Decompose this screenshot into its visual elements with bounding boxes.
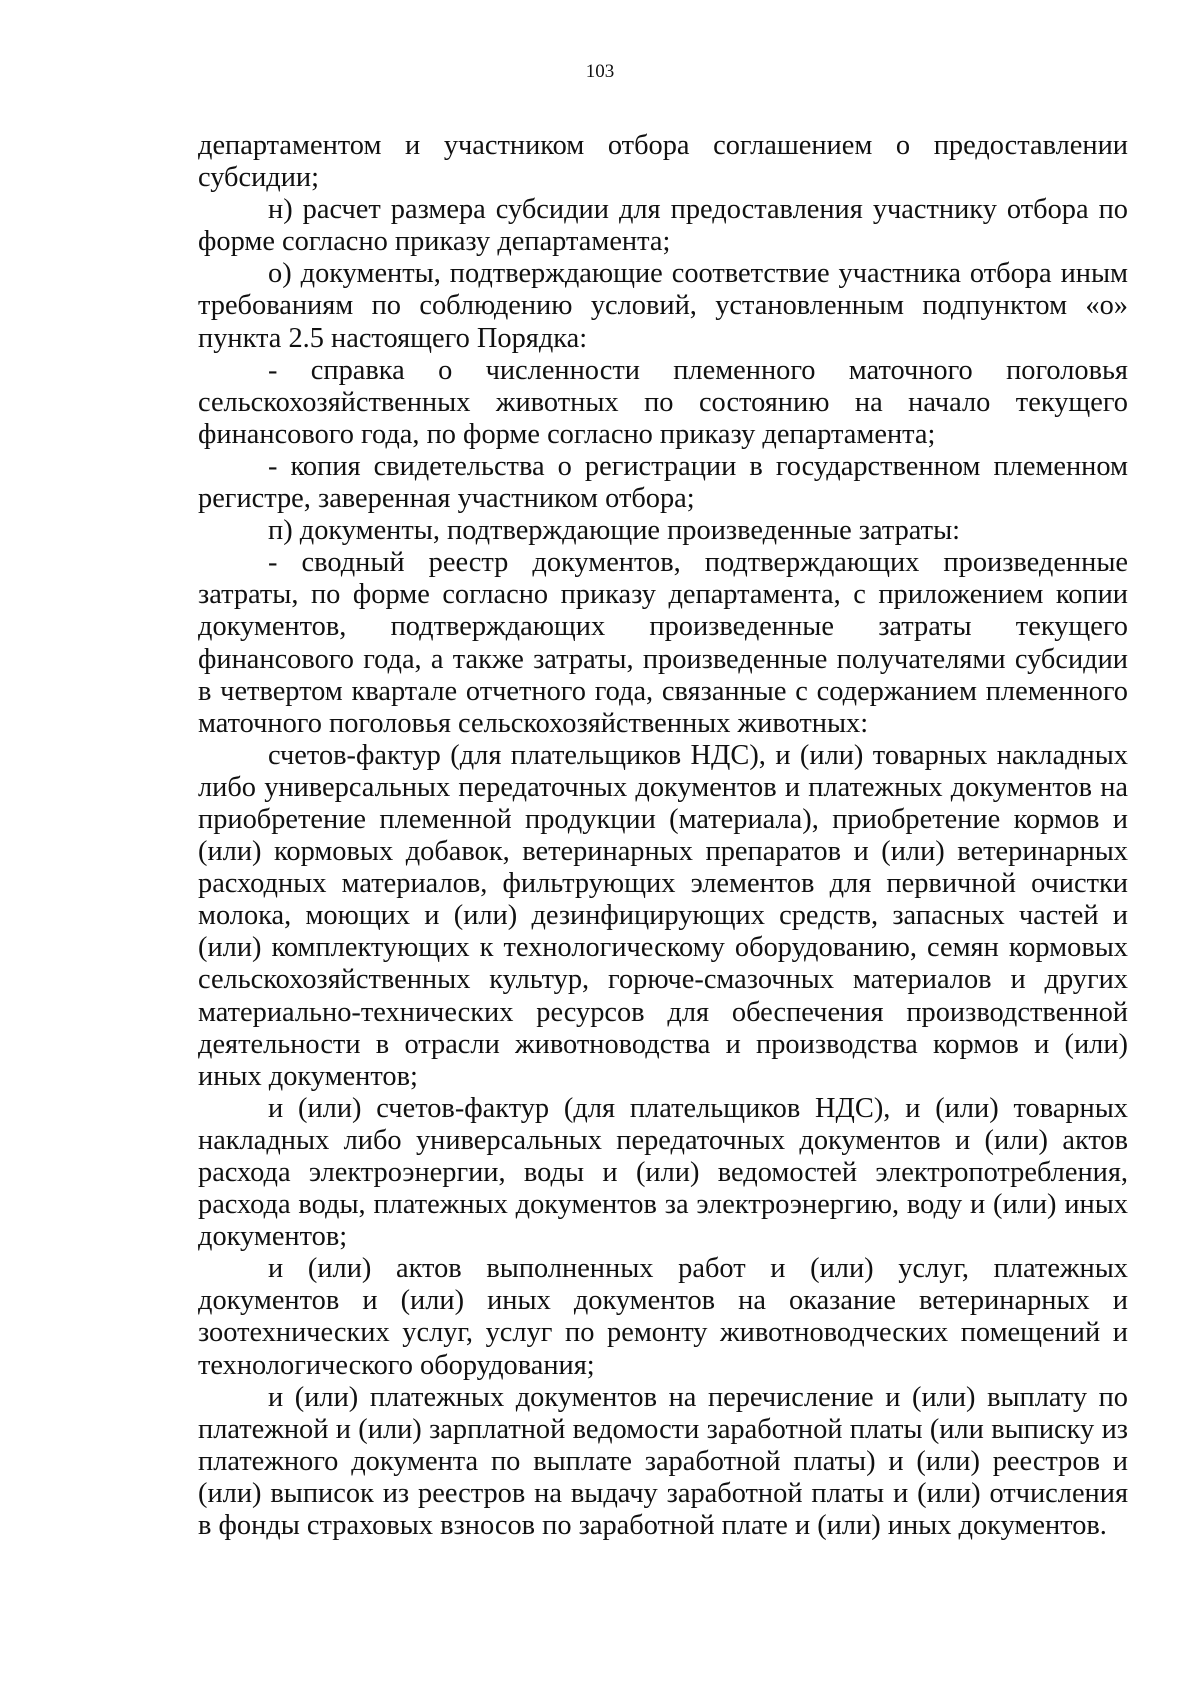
paragraph-item-o: о) документы, подтверждающие соответствие участника отбора иным требованиям по соблюдению условий, установленным подпунктом «о» пункта 2.5 настоящего Порядка: — [198, 258, 1128, 354]
paragraph-invoices-supplies: счетов-фактур (для плательщиков НДС), и (или) товарных накладных либо универсальных передаточных документов и платежных документов на приобретение племенной продукции (материала), приобретение кормов и (или) кормовых добавок, ветеринарных препаратов и (или) ветеринарных расходных материалов, фильтрующих элементов для первичной очистки молока, моющих и (или) дезинфицирующих средств, запасных частей и (или) комплектующих к технологическому оборудованию, семян кормовых сельскохозяйственных культур, горюче-смазочных материалов и других материально-технических ресурсов для обеспечения производственной деятельности в отрасли животноводства и производства кормов и (или) иных документов; — [198, 739, 1128, 1092]
paragraph-payroll-documents: и (или) платежных документов на перечисление и (или) выплату по платежной и (или) зарплатной ведомости заработной платы (или выписку из платежного документа по выплате заработной платы) и (или) реестров и (или) выписок из реестров на выдачу заработной платы и (или) отчисления в фонды страховых взносов по заработной плате и (или) иных документов. — [198, 1381, 1128, 1542]
document-body — [198, 130, 1128, 1542]
paragraph-item-p: п) документы, подтверждающие произведенные затраты: — [268, 515, 961, 547]
paragraph-bullet-registry-copy: - копия свидетельства о регистрации в государственном племенном регистре, заверенная участником отбора; — [198, 450, 1128, 515]
page-number: 103 — [585, 61, 615, 82]
paragraph-continuation: департаментом и участником отбора соглашением о предоставлении субсидии; — [198, 130, 1128, 194]
paragraph-bullet-herd-certificate: - справка о численности племенного маточного поголовья сельскохозяйственных животных по состоянию на начало текущего финансового года, по форме согласно приказу департамента; — [198, 354, 1128, 450]
paragraph-item-n: н) расчет размера субсидии для предоставления участнику отбора по форме согласно приказу департамента; — [198, 194, 1128, 258]
paragraph-invoices-utilities: и (или) счетов-фактур (для плательщиков НДС), и (или) товарных накладных либо универсальных передаточных документов и (или) актов расхода электроэнергии, воды и (или) ведомостей электропотребления, расхода воды, платежных документов за электроэнергию, воду и (или) иных документов; — [198, 1092, 1128, 1253]
paragraph-acts-services: и (или) актов выполненных работ и (или) услуг, платежных документов и (или) иных документов на оказание ветеринарных и зоотехнических услуг, услуг по ремонту животноводческих помещений и технологического оборудования; — [198, 1253, 1128, 1381]
paragraph-bullet-summary-register: - сводный реестр документов, подтверждающих произведенные затраты, по форме согласно приказу департамента, с приложением копии документов, подтверждающих произведенные затраты текущего финансового года, а также затраты, произведенные получателями субсидии в четвертом квартале отчетного года, связанные с содержанием племенного маточного поголовья сельскохозяйственных животных: — [198, 547, 1128, 739]
